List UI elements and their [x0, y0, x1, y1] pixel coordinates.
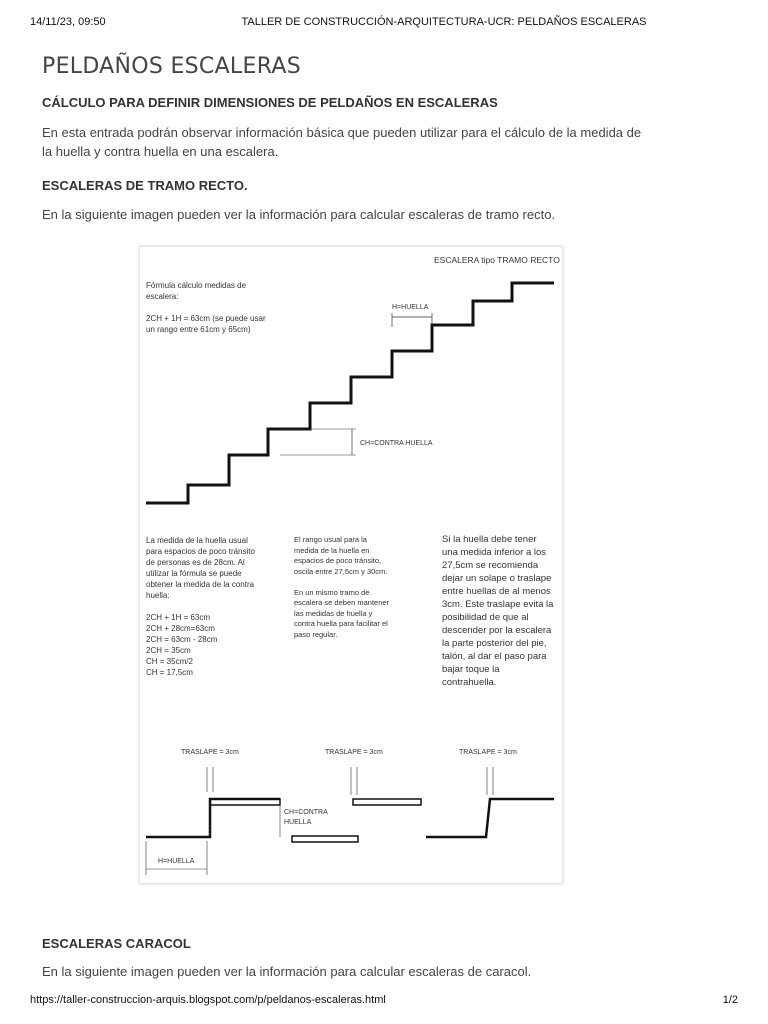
- col1-line: [146, 601, 255, 612]
- col2-line: [294, 577, 389, 588]
- col1-line: huella:: [146, 591, 170, 600]
- section-heading-tramo-recto: ESCALERAS DE TRAMO RECTO.: [42, 178, 248, 193]
- formula-line: Fórmula cálculo medidas de: [146, 281, 247, 290]
- figure-title: ESCALERA tipo TRAMO RECTO: [434, 255, 560, 265]
- page-title: PELDAÑOS ESCALERAS: [42, 54, 302, 79]
- detail-ch-line: HUELLA: [284, 819, 312, 826]
- print-header: [30, 16, 738, 30]
- intro-paragraph: En esta entrada podrán observar información básica que pueden utilizar para el cálculo de la medida de la huella y contra huella en una escalera.: [42, 125, 642, 159]
- col1-line: 2CH + 1H = 63cm: [146, 613, 211, 622]
- col1-line: CH = 17,5cm: [146, 668, 193, 677]
- col1-line: 2CH = 63cm - 28cm: [146, 635, 218, 644]
- col3-line: bajar toque la: [442, 664, 500, 675]
- col2-line: paso regular.: [294, 629, 338, 639]
- col3-line: Si la huella debe tener: [442, 534, 537, 545]
- label-huella: H=HUELLA: [392, 304, 429, 311]
- col3-line: descender por la escalera: [442, 625, 552, 636]
- col3-line: posibilidad de que al: [442, 612, 529, 623]
- section-text-caracol: En la siguiente imagen pueden ver la información para calcular escaleras de caracol.: [42, 964, 532, 979]
- print-datetime: 14/11/23, 09:50: [30, 16, 106, 28]
- traslape-label-2: TRASLAPE = 3cm: [325, 749, 383, 756]
- formula-line: [146, 302, 266, 313]
- col2-line: El rango usual para la: [294, 535, 367, 544]
- explanation-column-1: [146, 535, 255, 678]
- explanation-column-2: [294, 535, 389, 640]
- detail-step-overlap-2: [353, 799, 421, 805]
- col3-line: entre huellas de al menos: [442, 586, 551, 597]
- explanation-column-3: [442, 533, 553, 689]
- formula-block: [146, 280, 266, 335]
- col1-line: obtener la medida de la contra: [146, 580, 255, 589]
- traslape-label-1: TRASLAPE = 3cm: [181, 749, 239, 756]
- col3-line: talón, al dar el paso para: [442, 651, 547, 662]
- col2-line: espacios de poco tránsito,: [294, 556, 382, 565]
- col1-line: para espacios de poco tránsito: [146, 547, 255, 556]
- print-footer: [30, 994, 738, 1008]
- formula-line: un rango entre 61cm y 65cm): [146, 325, 251, 334]
- print-page-title: TALLER DE CONSTRUCCIÓN-ARQUITECTURA-UCR: PELDAÑOS ESCALERAS: [241, 16, 647, 28]
- col1-line: utilizar la fórmula se puede: [146, 569, 242, 578]
- section-text-tramo-recto: En la siguiente imagen pueden ver la información para calcular escaleras de tramo recto.: [42, 207, 556, 222]
- col3-line: dejar un solape o traslape: [442, 573, 552, 584]
- label-contrahuella: CH=CONTRA HUELLA: [360, 440, 433, 447]
- article-subtitle: CÁLCULO PARA DEFINIR DIMENSIONES DE PELDAÑOS EN ESCALERAS: [42, 95, 498, 110]
- detail-ch-line: CH=CONTRA: [284, 809, 328, 816]
- page-url[interactable]: https://taller-construccion-arquis.blogspot.com/p/peldanos-escaleras.html: [30, 994, 386, 1006]
- col2-line: medida de la huella en: [294, 545, 370, 555]
- col3-line: contrahuella.: [442, 677, 497, 688]
- col2-line: las medidas de huella y: [294, 608, 373, 618]
- section-heading-caracol: ESCALERAS CARACOL: [42, 936, 191, 951]
- col3-line: 3cm. Este traslape evita la: [442, 599, 554, 610]
- col2-line: contra huella para facilitar el: [294, 619, 388, 628]
- formula-line: 2CH + 1H = 63cm (se puede usar: [146, 314, 266, 323]
- col2-line: En un mismo tramo de: [294, 587, 370, 597]
- col1-line: 2CH + 28cm=63cm: [146, 624, 215, 633]
- col3-line: la parte posterior del pie,: [442, 638, 547, 649]
- col2-line: escalera se deben mantener: [294, 598, 390, 607]
- col3-line: 27,5cm se recomienda: [442, 560, 539, 571]
- col1-line: CH = 35cm/2: [146, 657, 193, 666]
- detail-huella-label: H=HUELLA: [158, 858, 195, 865]
- col1-line: de personas es de 28cm. Al: [146, 558, 245, 567]
- traslape-label-3: TRASLAPE = 3cm: [459, 749, 517, 756]
- detail-contrahuella-label: [284, 808, 328, 828]
- col1-line: 2CH = 35cm: [146, 646, 191, 655]
- detail-step-overlap-3: [426, 799, 554, 837]
- page-number: 1/2: [722, 994, 738, 1006]
- col1-line: La medida de la huella usual: [146, 536, 248, 545]
- stair-diagram-figure[interactable]: [139, 246, 563, 884]
- formula-line: escalera:: [146, 292, 179, 301]
- col3-line: una medida inferior a los: [442, 547, 547, 558]
- col2-line: oscila entre 27,5cm y 30cm.: [294, 566, 388, 576]
